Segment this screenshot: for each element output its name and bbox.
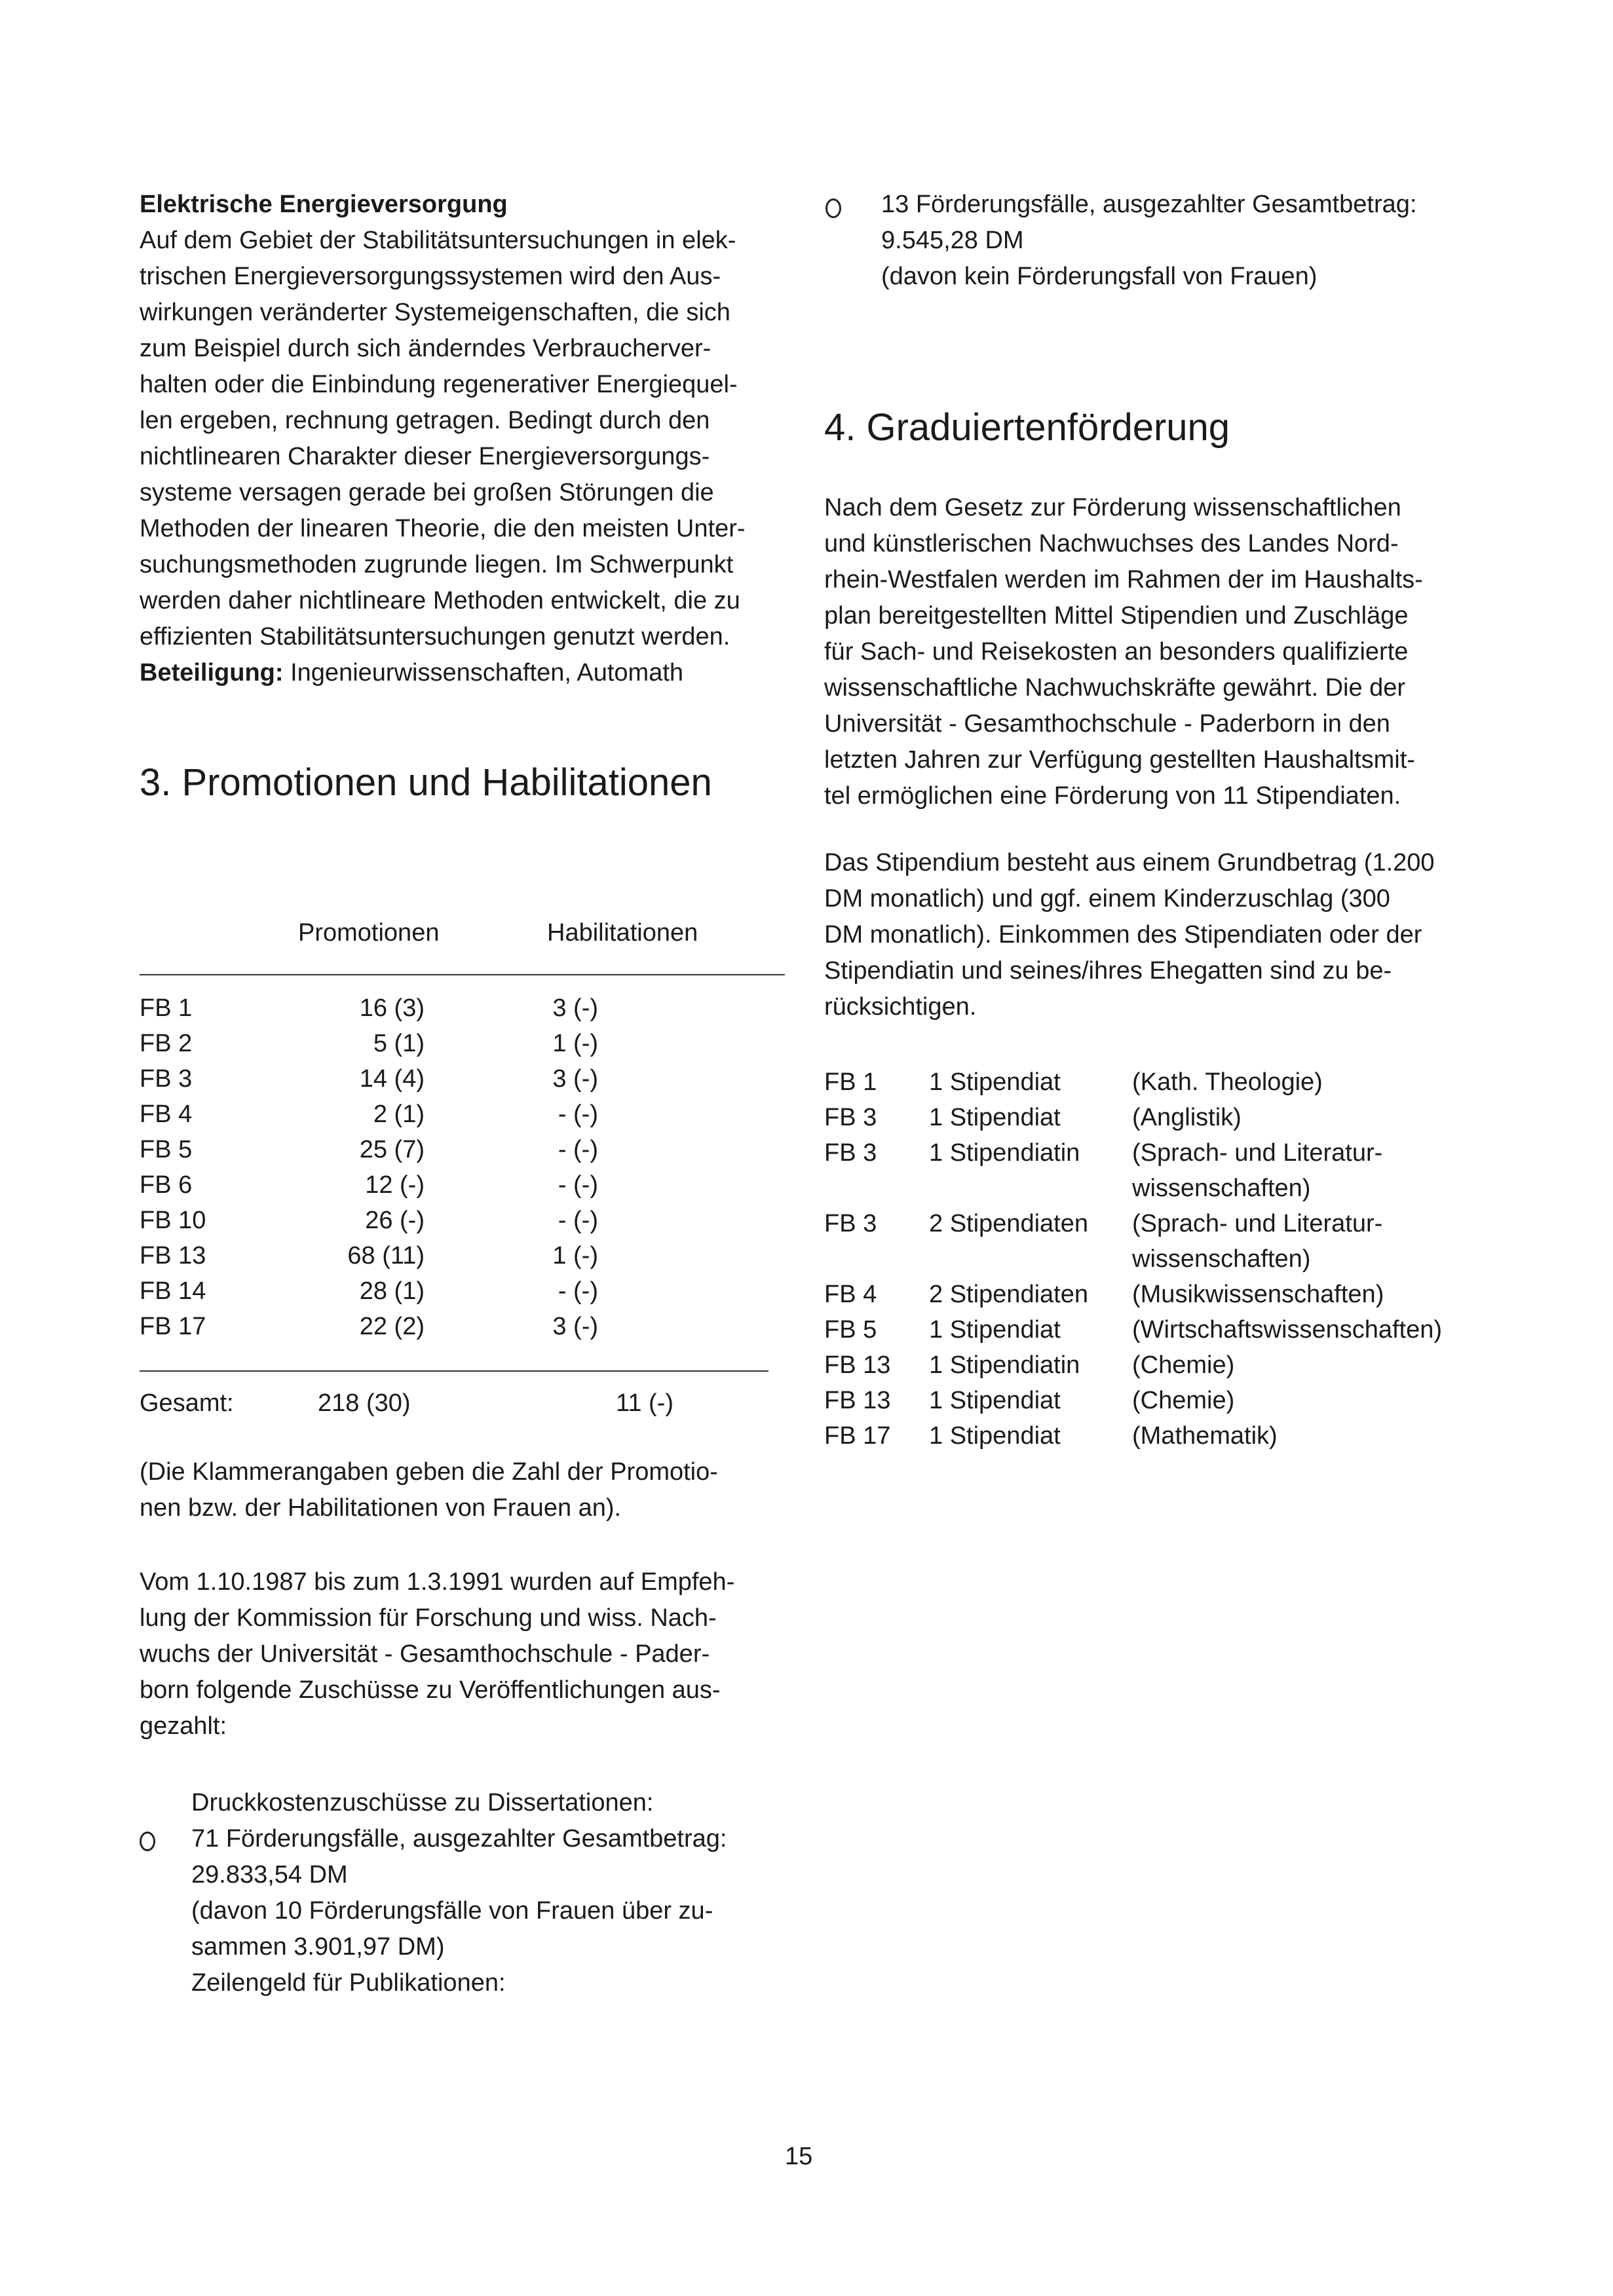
col-header-promotionen: Promotionen <box>298 919 440 947</box>
fb-cell: FB 3 <box>140 1065 193 1093</box>
stipend-count: 1 Stipendiatin <box>929 1351 1080 1379</box>
stipend-fb: FB 3 <box>824 1210 877 1237</box>
text-line: born folgende Zuschüsse zu Veröffentlichungen aus- <box>140 1676 721 1704</box>
stipend-row <box>824 1418 1499 1454</box>
stipend-count: 1 Stipendiatin <box>929 1139 1080 1167</box>
text-line: plan bereitgestellten Mittel Stipendien und Zuschläge <box>824 602 1409 630</box>
participation-line <box>140 655 788 691</box>
text-line: lung der Kommission für Forschung und wiss. Nach- <box>140 1604 717 1632</box>
promotionen-cell: 2 (1) <box>373 1101 425 1128</box>
table-bottom-rule <box>140 1370 769 1372</box>
text-line: zum Beispiel durch sich änderndes Verbraucherver- <box>140 335 712 362</box>
habilitationen-cell: - (-) <box>558 1171 598 1199</box>
table-row <box>140 1273 660 1309</box>
bullet-circle-icon <box>825 198 841 218</box>
table-row <box>140 1132 660 1167</box>
participation-label: Beteiligung: <box>140 659 284 687</box>
table-row <box>140 1238 660 1273</box>
text-line: tel ermöglichen eine Förderung von 11 Stipendiaten. <box>824 782 1401 810</box>
participation-value: Ingenieurwissenschaften, Automath <box>290 659 684 687</box>
stipend-table <box>824 1064 1499 1454</box>
table-row <box>140 1203 660 1238</box>
stipend-count: 2 Stipendiaten <box>929 1281 1088 1308</box>
text-line: 9.545,28 DM <box>881 227 1024 254</box>
fb-cell: FB 2 <box>140 1030 193 1057</box>
text-line: (Die Klammerangaben geben die Zahl der Promotio- <box>140 1458 718 1486</box>
section4-title: 4. Graduiertenförderung <box>824 406 1230 449</box>
text-line: nichtlinearen Charakter dieser Energieversorgungs- <box>140 443 710 470</box>
stipend-field <box>1132 1277 1499 1312</box>
stipend-field-line: (Mathematik) <box>1132 1422 1278 1450</box>
stipend-fb: FB 17 <box>824 1422 891 1450</box>
stipend-field <box>1132 1312 1499 1347</box>
table-row <box>140 1097 660 1132</box>
habilitationen-cell: 1 (-) <box>552 1242 598 1270</box>
fb-cell: FB 14 <box>140 1277 206 1305</box>
fb-cell: FB 10 <box>140 1207 206 1234</box>
stipend-field-line: (Kath. Theologie) <box>1132 1068 1323 1096</box>
habilitationen-cell: - (-) <box>558 1207 598 1234</box>
stipend-field-line: (Sprach- und Literatur- <box>1132 1210 1383 1237</box>
stipend-field <box>1132 1418 1499 1454</box>
habilitationen-cell: 3 (-) <box>552 1065 598 1093</box>
fb-cell: FB 13 <box>140 1242 206 1270</box>
text-line: rücksichtigen. <box>824 993 977 1021</box>
zeilengeld-heading: Zeilengeld für Publikationen: <box>191 1969 506 1997</box>
section-energy <box>140 187 788 691</box>
promotionen-cell: 26 (-) <box>365 1207 425 1234</box>
text-line: (davon 10 Förderungsfälle von Frauen über zu- <box>191 1897 713 1925</box>
table-top-rule <box>140 974 785 975</box>
promotionen-cell: 14 (4) <box>359 1065 425 1093</box>
promotionen-cell: 16 (3) <box>359 994 425 1022</box>
fb-cell: FB 1 <box>140 994 193 1022</box>
druck-item <box>191 1821 727 1965</box>
stipend-row <box>824 1312 1499 1347</box>
stipend-count: 1 Stipendiat <box>929 1422 1061 1450</box>
stipend-field <box>1132 1135 1499 1206</box>
text-line: und künstlerischen Nachwuchses des Landes Nord- <box>824 530 1399 557</box>
promotion-table <box>140 990 660 1344</box>
stipend-fb: FB 13 <box>824 1387 891 1414</box>
stipend-list <box>824 1064 1499 1454</box>
stipend-field-line: (Sprach- und Literatur- <box>1132 1139 1383 1167</box>
text-line: wissenschaftliche Nachwuchskräfte gewährt. Die der <box>824 674 1406 702</box>
graduate-paragraph-1 <box>824 490 1423 814</box>
stipend-field-line: (Anglistik) <box>1132 1104 1242 1131</box>
text-line: wirkungen veränderter Systemeigenschaften, die sich <box>140 299 731 326</box>
stipend-field-line: (Chemie) <box>1132 1387 1235 1414</box>
stipend-fb: FB 4 <box>824 1281 877 1308</box>
stipend-field <box>1132 1383 1499 1418</box>
page-number: 15 <box>785 2143 813 2170</box>
stipend-field <box>1132 1347 1499 1383</box>
table-row <box>140 1061 660 1097</box>
stipend-fb: FB 3 <box>824 1104 877 1131</box>
stipend-field <box>1132 1064 1499 1100</box>
table-row <box>140 1309 660 1344</box>
text-line: sammen 3.901,97 DM) <box>191 1933 445 1961</box>
fb-cell: FB 4 <box>140 1101 193 1128</box>
graduate-paragraph-2 <box>824 845 1435 1025</box>
fb-cell: FB 5 <box>140 1136 193 1163</box>
text-line: Auf dem Gebiet der Stabilitätsuntersuchungen in elek- <box>140 227 736 254</box>
stipend-field <box>1132 1100 1499 1135</box>
text-line: len ergeben, rechnung getragen. Bedingt durch den <box>140 407 710 434</box>
stipend-row <box>824 1347 1499 1383</box>
stipend-count: 1 Stipendiat <box>929 1387 1061 1414</box>
stipend-row <box>824 1064 1499 1100</box>
table-note <box>140 1454 718 1526</box>
text-line: DM monatlich) und ggf. einem Kinderzuschlag (300 <box>824 885 1390 913</box>
text-line: 13 Förderungsfälle, ausgezahlter Gesamtbetrag: <box>881 191 1417 218</box>
stipend-fb: FB 5 <box>824 1316 877 1344</box>
text-line: 29.833,54 DM <box>191 1861 348 1889</box>
table-row <box>140 1026 660 1061</box>
table-row <box>140 1167 660 1203</box>
text-line: werden daher nichtlineare Methoden entwickelt, die zu <box>140 587 740 614</box>
stipend-row <box>824 1277 1499 1312</box>
section-energy-title: Elektrische Energieversorgung <box>140 191 508 218</box>
text-line: Nach dem Gesetz zur Förderung wissenschaftlichen <box>824 494 1401 521</box>
stipend-row <box>824 1100 1499 1135</box>
text-line: DM monatlich). Einkommen des Stipendiaten oder der <box>824 921 1422 949</box>
promotionen-cell: 25 (7) <box>359 1136 425 1163</box>
text-line: 71 Förderungsfälle, ausgezahlter Gesamtbetrag: <box>191 1825 727 1853</box>
text-line: nen bzw. der Habilitationen von Frauen an). <box>140 1494 622 1522</box>
text-line: gezahlt: <box>140 1712 227 1740</box>
stipend-fb: FB 1 <box>824 1068 877 1096</box>
text-line: Universität - Gesamthochschule - Paderborn in den <box>824 710 1390 738</box>
habilitationen-cell: 3 (-) <box>552 1313 598 1340</box>
stipend-field <box>1132 1206 1499 1277</box>
text-line: systeme versagen gerade bei großen Störungen die <box>140 479 714 506</box>
habilitationen-cell: 1 (-) <box>552 1030 598 1057</box>
total-promotionen: 218 (30) <box>318 1389 411 1417</box>
text-line: halten oder die Einbindung regenerativer Energiequel- <box>140 371 738 398</box>
text-line: rhein-Westfalen werden im Rahmen der im Haushalts- <box>824 566 1423 593</box>
promotionen-cell: 22 (2) <box>359 1313 425 1340</box>
druck-heading: Druckkostenzuschüsse zu Dissertationen: <box>191 1789 654 1816</box>
text-line: Methoden der linearen Theorie, die den meisten Unter- <box>140 515 746 542</box>
stipend-count: 1 Stipendiat <box>929 1104 1061 1131</box>
promotionen-cell: 28 (1) <box>359 1277 425 1305</box>
text-line: trischen Energieversorgungssystemen wird den Aus- <box>140 263 721 290</box>
text-line: suchungsmethoden zugrunde liegen. Im Schwerpunkt <box>140 551 734 578</box>
text-line: letzten Jahren zur Verfügung gestellten Haushaltsmit- <box>824 746 1415 774</box>
text-line: Das Stipendium besteht aus einem Grundbetrag (1.200 <box>824 849 1435 876</box>
stipend-count: 2 Stipendiaten <box>929 1210 1088 1237</box>
funding-paragraph <box>140 1564 734 1744</box>
stipend-field-line: (Musikwissenschaften) <box>1132 1281 1384 1308</box>
stipend-field-line: wissenschaften) <box>1132 1175 1311 1202</box>
text-line: für Sach- und Reisekosten an besonders qualifizierte <box>824 638 1409 666</box>
section-energy-body <box>140 223 788 691</box>
stipend-count: 1 Stipendiat <box>929 1068 1061 1096</box>
text-line: wuchs der Universität - Gesamthochschule - Pader- <box>140 1640 710 1668</box>
text-line: Stipendiatin und seines/ihres Ehegatten sind zu be- <box>824 957 1392 985</box>
habilitationen-cell: 3 (-) <box>552 994 598 1022</box>
promotionen-cell: 12 (-) <box>365 1171 425 1199</box>
promotion-table-grid <box>140 990 660 1344</box>
stipend-row <box>824 1135 1499 1206</box>
section3-title: 3. Promotionen und Habilitationen <box>140 761 712 804</box>
text-line: Vom 1.10.1987 bis zum 1.3.1991 wurden auf Empfeh- <box>140 1568 735 1596</box>
total-habilitationen: 11 (-) <box>616 1389 674 1417</box>
col-header-habilitationen: Habilitationen <box>547 919 698 947</box>
stipend-field-line: (Chemie) <box>1132 1351 1235 1379</box>
text-line: (davon kein Förderungsfall von Frauen) <box>881 263 1318 290</box>
stipend-row <box>824 1206 1499 1277</box>
habilitationen-cell: - (-) <box>558 1277 598 1305</box>
stipend-count: 1 Stipendiat <box>929 1316 1061 1344</box>
stipend-fb: FB 13 <box>824 1351 891 1379</box>
table-row <box>140 990 660 1026</box>
total-label: Gesamt: <box>140 1389 234 1417</box>
stipend-fb: FB 3 <box>824 1139 877 1167</box>
promotionen-cell: 68 (11) <box>347 1242 425 1270</box>
habilitationen-cell: - (-) <box>558 1101 598 1128</box>
text-line: effizienten Stabilitätsuntersuchungen genutzt werden. <box>140 623 731 650</box>
bullet-circle-icon <box>140 1832 155 1851</box>
zeilengeld-item <box>881 187 1416 295</box>
fb-cell: FB 6 <box>140 1171 193 1199</box>
stipend-field-line: wissenschaften) <box>1132 1245 1311 1273</box>
habilitationen-cell: - (-) <box>558 1136 598 1163</box>
stipend-field-line: (Wirtschaftswissenschaften) <box>1132 1316 1443 1344</box>
stipend-row <box>824 1383 1499 1418</box>
promotionen-cell: 5 (1) <box>373 1030 425 1057</box>
fb-cell: FB 17 <box>140 1313 206 1340</box>
